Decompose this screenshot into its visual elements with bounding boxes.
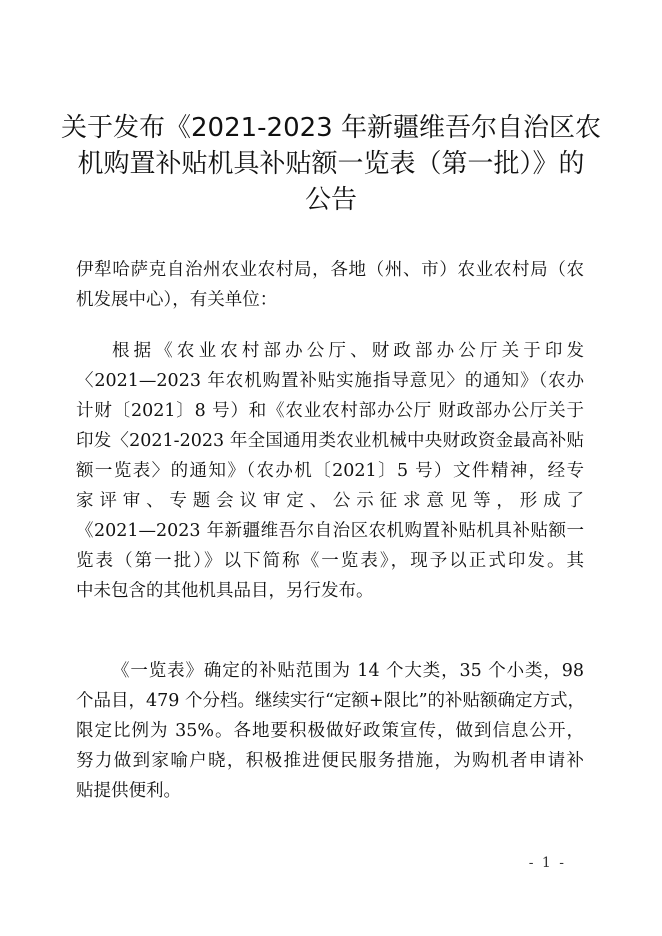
title-line: 关于发布《2021-2023 年新疆维吾尔自治区农	[61, 113, 601, 143]
paragraph-line: 额一览表〉的通知》（农办机〔2021〕5 号）文件精神，经专	[76, 461, 584, 481]
paragraph-line: 《2021—2023 年新疆维吾尔自治区农机购置补贴机具补贴额一	[76, 521, 584, 541]
document-title	[60, 110, 602, 218]
salutation-line: 伊犁哈萨克自治州农业农村局，各地（州、市）农业农村局（农	[76, 260, 584, 280]
title-line: 公告	[304, 185, 357, 215]
paragraph-line: 〈2021—2023 年农机购置补贴实施指导意见〉的通知》（农办	[76, 371, 584, 391]
salutation-line: 机发展中心），有关单位：	[76, 290, 278, 310]
paragraph-scope	[76, 656, 584, 806]
salutation	[76, 255, 584, 315]
paragraph-line: 贴提供便利。	[76, 781, 181, 801]
paragraph-line: 览表（第一批）》以下简称《一览表》，现予以正式印发。其	[76, 551, 584, 571]
paragraph-basis	[76, 336, 584, 606]
paragraph-line: 限定比例为 35%。各地要积极做好政策宣传，做到信息公开，	[76, 721, 584, 741]
paragraph-line: 根据《农业农村部办公厅、财政部办公厅关于印发	[112, 341, 584, 361]
paragraph-line: 中未包含的其他机具品目，另行发布。	[76, 581, 374, 601]
paragraph-line: 个品目，479 个分档。继续实行“定额+限比”的补贴额确定方式，	[76, 691, 586, 711]
paragraph-line: 家评审、专题会议审定、公示征求意见等，形成了	[76, 491, 584, 511]
paragraph-line: 计财〔2021〕8 号）和《农业农村部办公厅 财政部办公厅关于	[76, 401, 584, 421]
title-line: 机购置补贴机具补贴额一览表（第一批）》的	[77, 149, 585, 179]
page-number: - 1 -	[528, 855, 566, 871]
paragraph-line: 印发〈2021-2023 年全国通用类农业机械中央财政资金最高补贴	[76, 431, 584, 451]
paragraph-line: 努力做到家喻户晓，积极推进便民服务措施，为购机者申请补	[76, 751, 584, 771]
paragraph-line: 《一览表》确定的补贴范围为 14 个大类，35 个小类，98	[112, 661, 584, 681]
